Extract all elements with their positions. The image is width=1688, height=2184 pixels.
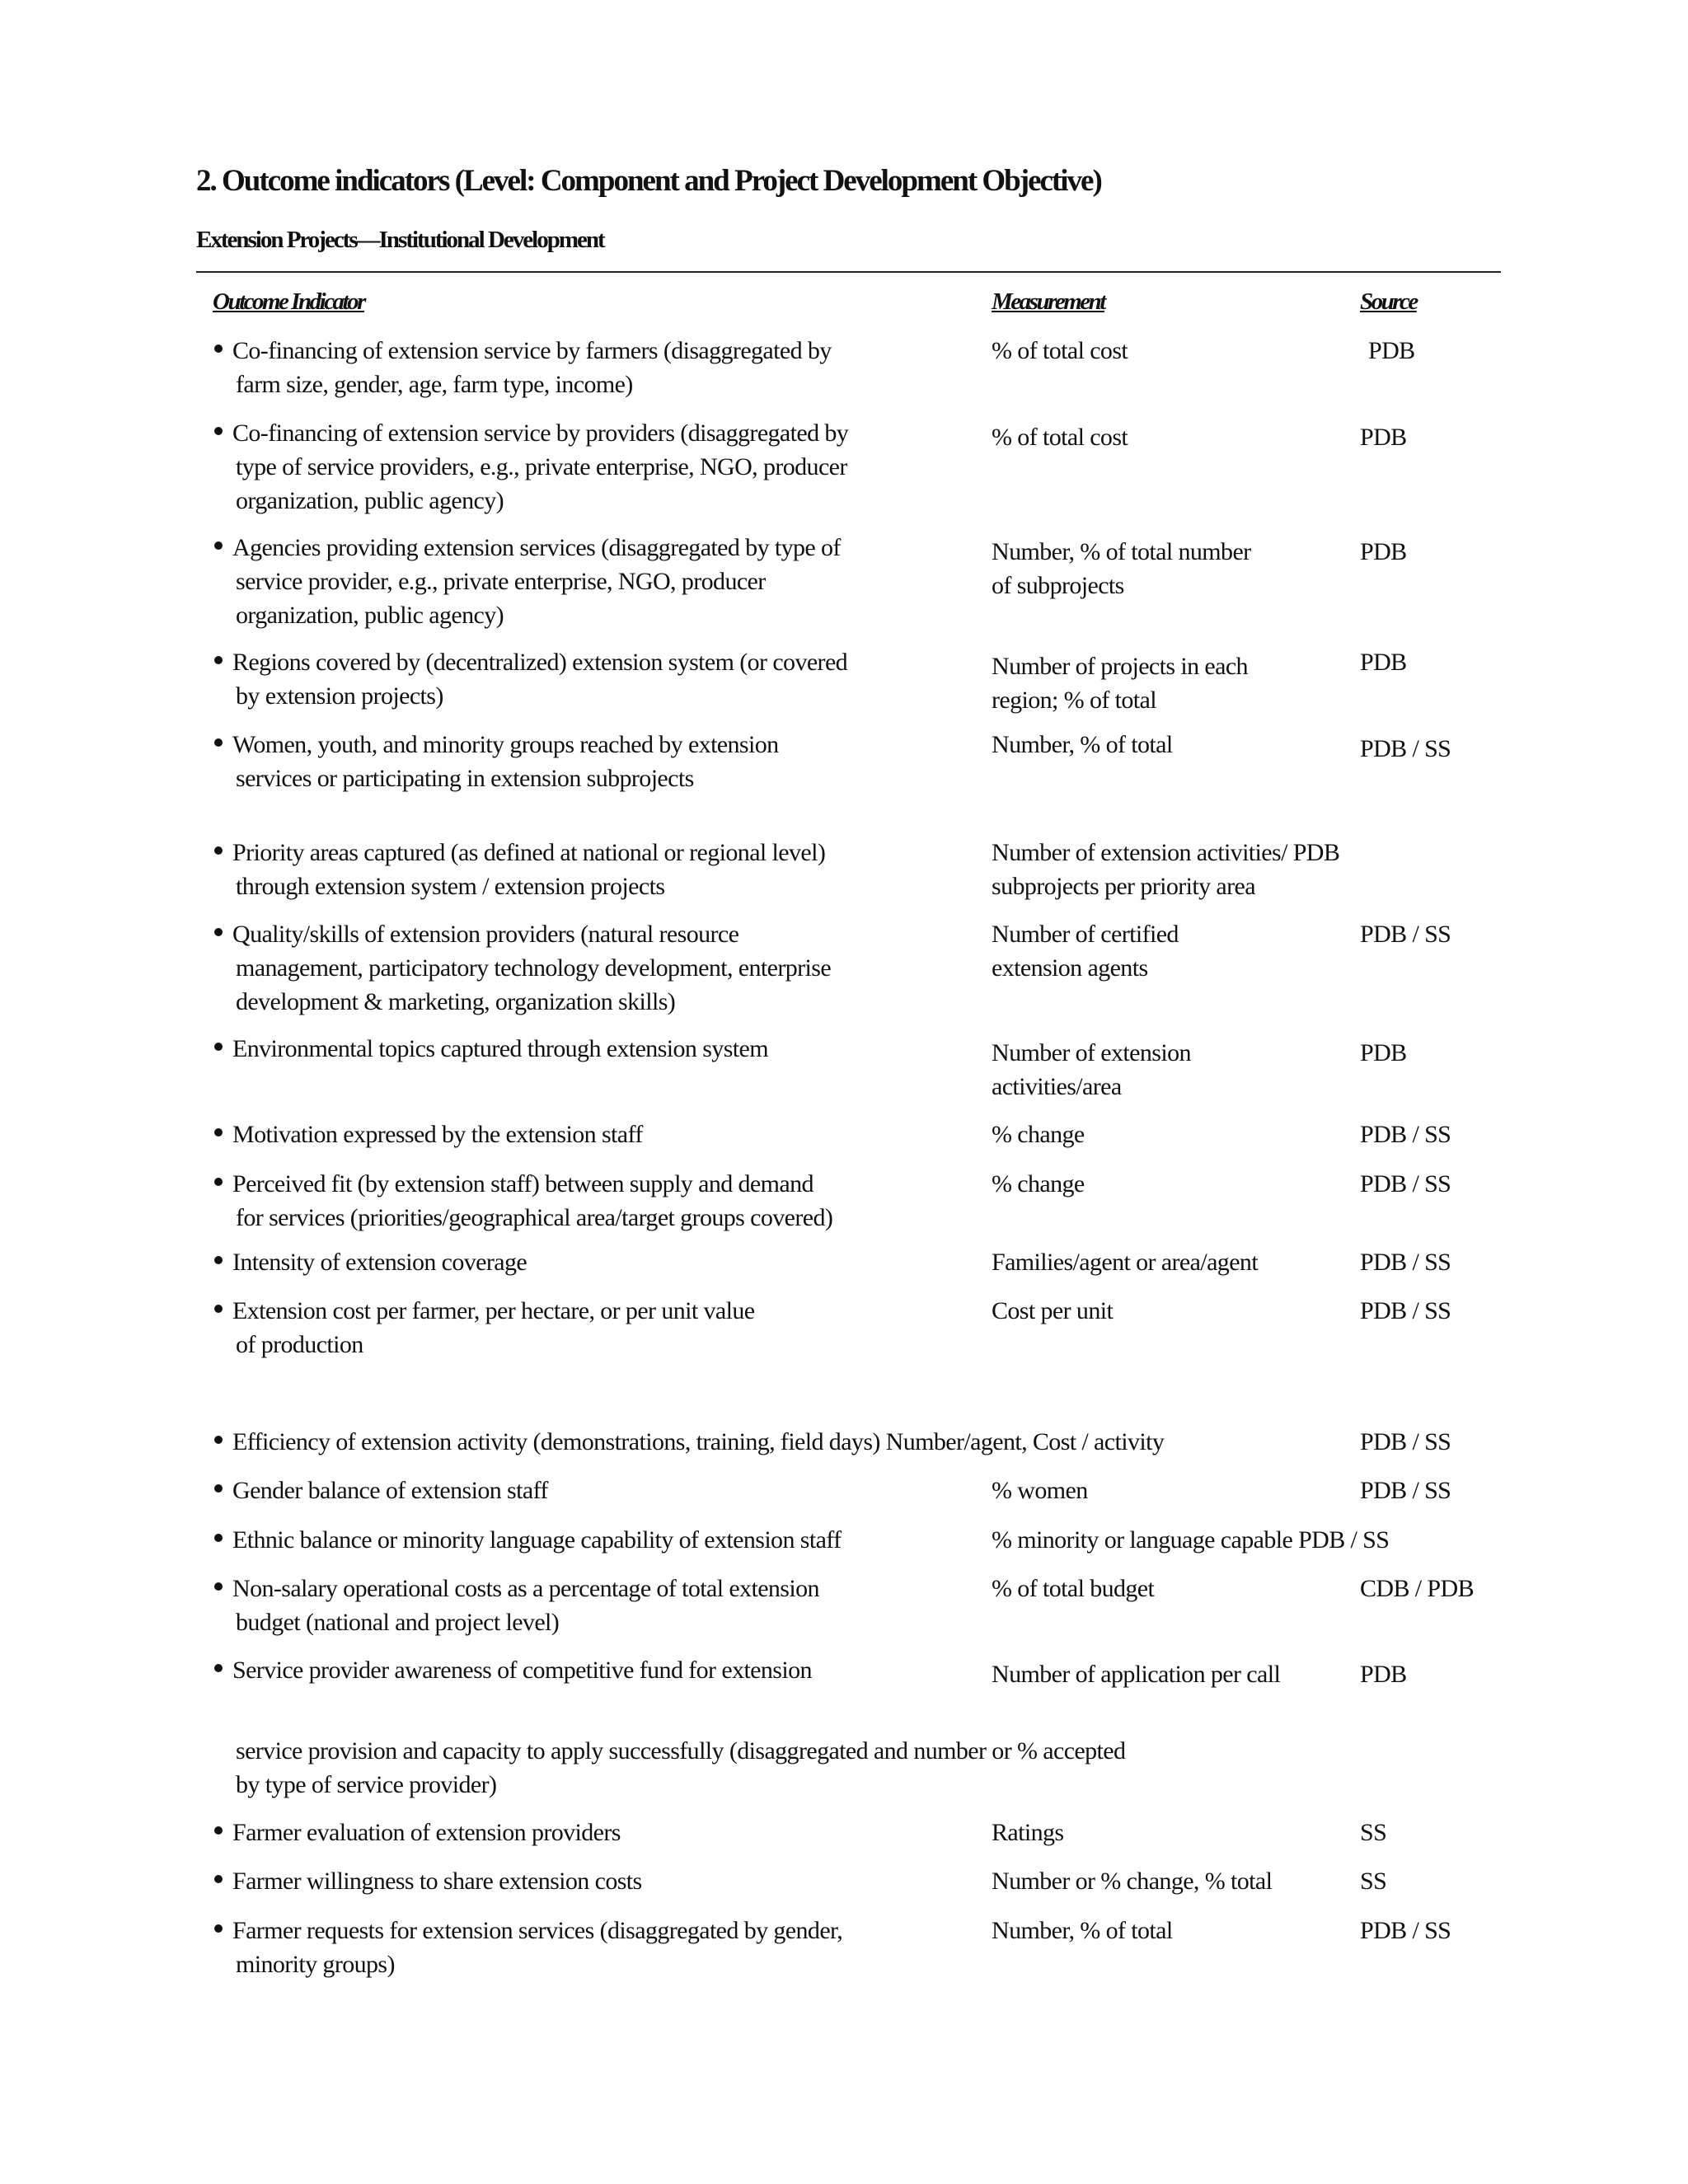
source-text: PDB / SS bbox=[1360, 921, 1451, 948]
indicator-text-line: Gender balance of extension staff bbox=[232, 1477, 548, 1504]
bullet-icon bbox=[214, 344, 223, 353]
indicator-text-line: Ethnic balance or minority language capability of extension staff bbox=[232, 1526, 842, 1554]
source-text: SS bbox=[1360, 1819, 1387, 1846]
bullet-icon bbox=[214, 1436, 223, 1444]
column-header-measurement: Measurement bbox=[992, 288, 1104, 315]
measurement-text-line: % of total cost bbox=[992, 337, 1128, 364]
source-text: PDB bbox=[1360, 1039, 1407, 1066]
measurement-text-line: % women bbox=[992, 1477, 1088, 1504]
bullet-icon bbox=[214, 1664, 223, 1672]
indicator-text-line: Women, youth, and minority groups reached by extension bbox=[232, 731, 779, 758]
indicator-text-line: through extension system / extension projects bbox=[236, 873, 665, 900]
measurement-text-line: Number of projects in each bbox=[992, 653, 1248, 680]
indicator-text-line: by extension projects) bbox=[236, 682, 443, 710]
indicator-text-line: Farmer willingness to share extension costs bbox=[232, 1868, 642, 1895]
indicator-text-line: Non-salary operational costs as a percentage of total extension bbox=[232, 1575, 819, 1602]
column-header-source: Source bbox=[1360, 288, 1417, 315]
indicator-text-line: by type of service provider) bbox=[236, 1771, 497, 1798]
measurement-text-line: Families/agent or area/agent bbox=[992, 1249, 1259, 1276]
source-text: PDB / SS bbox=[1360, 1170, 1451, 1197]
section-subheading: Extension Projects—Institutional Development bbox=[196, 227, 604, 253]
indicator-text-line: Co-financing of extension service by providers (disaggregated by bbox=[232, 419, 849, 447]
measurement-text-line: Number, % of total number bbox=[992, 538, 1251, 565]
bullet-icon bbox=[214, 738, 223, 747]
indicator-text-line: Co-financing of extension service by farmers (disaggregated by bbox=[232, 337, 832, 364]
bullet-icon bbox=[214, 1305, 223, 1313]
bullet-icon bbox=[214, 1875, 223, 1883]
bullet-icon bbox=[214, 656, 223, 664]
indicator-text-line: Efficiency of extension activity (demonstrations, training, field days) Number/agent, Cost / activity bbox=[232, 1428, 1165, 1455]
measurement-text-line: Number of application per call bbox=[992, 1661, 1281, 1688]
indicator-text-line: Service provider awareness of competitive fund for extension bbox=[232, 1657, 812, 1684]
measurement-text-line: region; % of total bbox=[992, 687, 1156, 714]
source-text: PDB bbox=[1360, 649, 1407, 676]
bullet-icon bbox=[214, 1128, 223, 1137]
indicator-text-line: service provision and capacity to apply successfully (disaggregated and number or % accepted bbox=[236, 1737, 1126, 1765]
indicator-text-line: Perceived fit (by extension staff) between supply and demand bbox=[232, 1170, 814, 1197]
measurement-text-line: % of total budget bbox=[992, 1575, 1155, 1602]
indicator-text-line: Farmer requests for extension services (disaggregated by gender, bbox=[232, 1917, 843, 1944]
column-header-indicator: Outcome Indicator bbox=[213, 288, 364, 315]
measurement-text-line: of subprojects bbox=[992, 572, 1124, 599]
bullet-icon bbox=[214, 1256, 223, 1264]
measurement-text-line: extension agents bbox=[992, 954, 1148, 982]
measurement-text-line: Cost per unit bbox=[992, 1297, 1114, 1324]
source-text: PDB / SS bbox=[1360, 1121, 1451, 1148]
source-text: PDB bbox=[1360, 1661, 1407, 1688]
measurement-text-line: subprojects per priority area bbox=[992, 873, 1255, 900]
source-text: PDB bbox=[1360, 424, 1407, 451]
bullet-icon bbox=[214, 1178, 223, 1186]
indicator-text-line: for services (priorities/geographical area/target groups covered) bbox=[236, 1204, 833, 1231]
source-text: PDB / SS bbox=[1360, 1477, 1451, 1504]
indicator-text-line: service provider, e.g., private enterprise, NGO, producer bbox=[236, 568, 766, 595]
measurement-text-line: Number of extension bbox=[992, 1039, 1191, 1066]
bullet-icon bbox=[214, 1534, 223, 1542]
indicator-text-line: Agencies providing extension services (disaggregated by type of bbox=[232, 534, 841, 561]
indicator-text-line: services or participating in extension subprojects bbox=[236, 765, 694, 792]
section-heading: 2. Outcome indicators (Level: Component and Project Development Objective) bbox=[196, 164, 1101, 198]
measurement-text-line: Number, % of total bbox=[992, 731, 1173, 758]
measurement-text-line: activities/area bbox=[992, 1073, 1122, 1100]
indicator-text-line: farm size, gender, age, farm type, income) bbox=[236, 371, 633, 398]
measurement-text-line: Number of extension activities/ PDB bbox=[992, 839, 1340, 866]
indicator-text-line: Extension cost per farmer, per hectare, or per unit value bbox=[232, 1297, 755, 1324]
source-text: PDB bbox=[1368, 337, 1415, 364]
indicator-text-line: management, participatory technology development, enterprise bbox=[236, 954, 832, 982]
indicator-text-line: Regions covered by (decentralized) extension system (or covered bbox=[232, 649, 848, 676]
bullet-icon bbox=[214, 1924, 223, 1933]
measurement-text-line: % minority or language capable PDB / SS bbox=[992, 1526, 1390, 1554]
indicator-text-line: organization, public agency) bbox=[236, 487, 504, 514]
indicator-text-line: minority groups) bbox=[236, 1951, 395, 1978]
source-text: PDB / SS bbox=[1360, 1297, 1451, 1324]
measurement-text-line: % change bbox=[992, 1121, 1085, 1148]
bullet-icon bbox=[214, 1582, 223, 1591]
horizontal-rule bbox=[196, 271, 1501, 273]
measurement-text-line: % change bbox=[992, 1170, 1085, 1197]
measurement-text-line: Number, % of total bbox=[992, 1917, 1173, 1944]
indicator-text-line: Motivation expressed by the extension staff bbox=[232, 1121, 643, 1148]
measurement-text-line: Number or % change, % total bbox=[992, 1868, 1273, 1895]
source-text: SS bbox=[1360, 1868, 1387, 1895]
indicator-text-line: Priority areas captured (as defined at national or regional level) bbox=[232, 839, 826, 866]
source-text: PDB / SS bbox=[1360, 1917, 1451, 1944]
measurement-text-line: % of total cost bbox=[992, 424, 1128, 451]
bullet-icon bbox=[214, 1484, 223, 1493]
source-text: CDB / PDB bbox=[1360, 1575, 1474, 1602]
indicator-text-line: Farmer evaluation of extension providers bbox=[232, 1819, 621, 1846]
indicator-text-line: development & marketing, organization skills) bbox=[236, 988, 676, 1015]
indicator-text-line: budget (national and project level) bbox=[236, 1609, 560, 1636]
bullet-icon bbox=[214, 928, 223, 936]
source-text: PDB / SS bbox=[1360, 1249, 1451, 1276]
indicator-text-line: Environmental topics captured through extension system bbox=[232, 1035, 768, 1062]
measurement-text-line: Number of certified bbox=[992, 921, 1179, 948]
bullet-icon bbox=[214, 1043, 223, 1051]
source-text: PDB bbox=[1360, 538, 1407, 565]
indicator-text-line: organization, public agency) bbox=[236, 602, 504, 629]
indicator-text-line: type of service providers, e.g., private enterprise, NGO, producer bbox=[236, 453, 847, 480]
indicator-text-line: Intensity of extension coverage bbox=[232, 1249, 528, 1276]
source-text: PDB / SS bbox=[1360, 735, 1451, 762]
source-text: PDB / SS bbox=[1360, 1428, 1451, 1455]
bullet-icon bbox=[214, 846, 223, 855]
indicator-text-line: of production bbox=[236, 1331, 363, 1358]
indicator-text-line: Quality/skills of extension providers (natural resource bbox=[232, 921, 739, 948]
measurement-text-line: Ratings bbox=[992, 1819, 1064, 1846]
bullet-icon bbox=[214, 427, 223, 435]
bullet-icon bbox=[214, 1826, 223, 1835]
bullet-icon bbox=[214, 541, 223, 550]
